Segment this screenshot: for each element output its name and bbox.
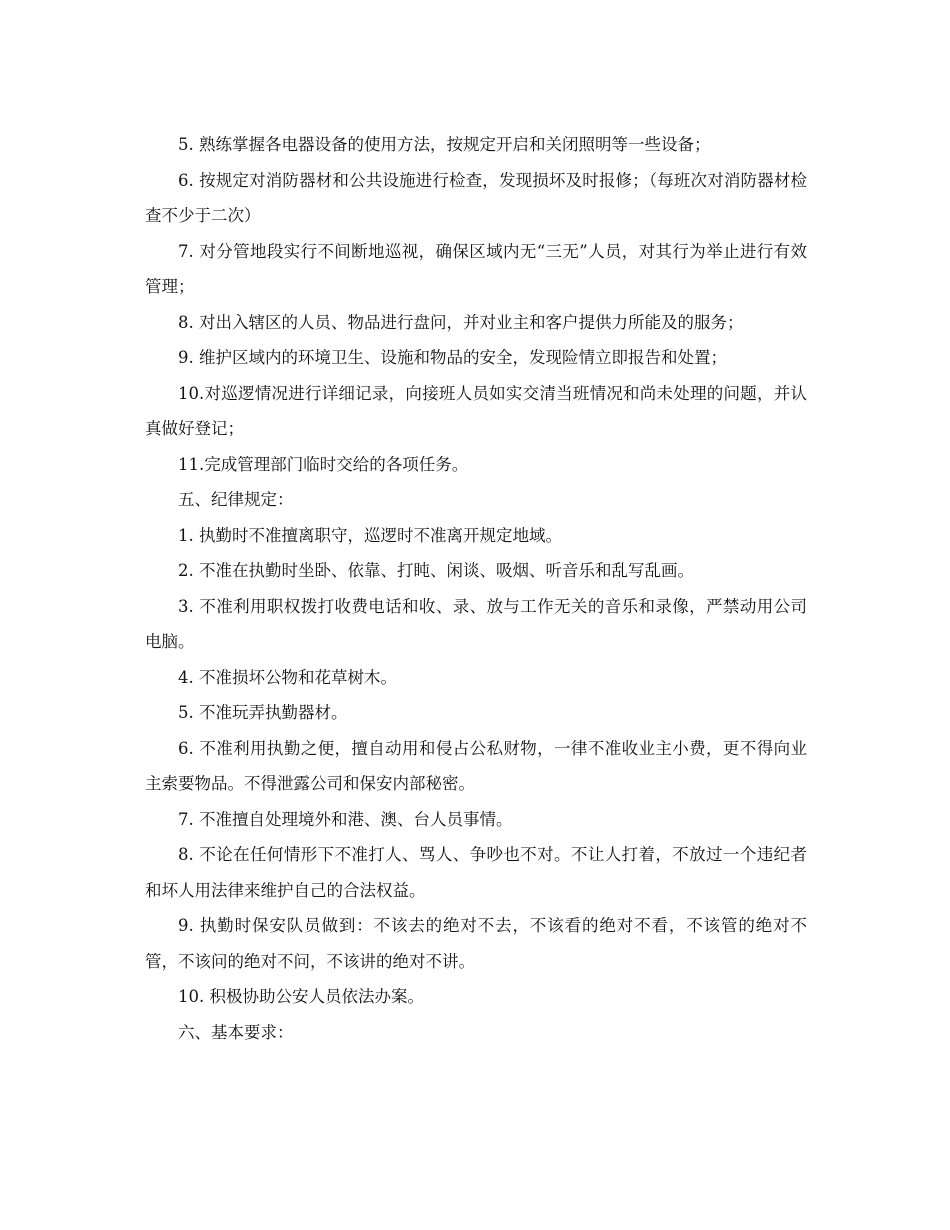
discipline-item-6: 6. 不准利用执勤之便，擅自动用和侵占公私财物，一律不准收业主小费，更不得向业主索要物品。不得泄露公司和保安内部秘密。 xyxy=(145,738,807,793)
discipline-item-2: 2. 不准在执勤时坐卧、依靠、打盹、闲谈、吸烟、听音乐和乱写乱画。 xyxy=(178,561,694,580)
paragraph-item-8-inquiry: 8. 对出入辖区的人员、物品进行盘问，并对业主和客户提供力所能及的服务； xyxy=(178,312,744,332)
paragraph-item-10-records: 10.对巡逻情况进行详细记录，向接班人员如实交清当班情况和尚未处理的问题，并认真做好登记； xyxy=(145,383,807,438)
discipline-item-7: 7. 不准擅自处理境外和港、澳、台人员事情。 xyxy=(178,809,513,829)
document-body xyxy=(145,127,807,1050)
discipline-item-5: 5. 不准玩弄执勤器材。 xyxy=(178,703,348,722)
paragraph-item-5-equipment: 5. 熟练掌握各电器设备的使用方法，按规定开启和关闭照明等一些设备； xyxy=(178,135,711,154)
discipline-item-8: 8. 不论在任何情形下不准打人、骂人、争吵也不对。不让人打着，不放过一个违纪者和坏人用法律来维护自己的合法权益。 xyxy=(145,845,807,900)
section-heading-discipline: 五、纪律规定： xyxy=(178,490,294,509)
paragraph-item-11-tasks: 11.完成管理部门临时交给的各项任务。 xyxy=(178,454,469,474)
paragraph-item-6-fire-inspection: 6. 按规定对消防器材和公共设施进行检查，发现损坏及时报修；（每班次对消防器材检查不少于二次） xyxy=(145,170,807,225)
discipline-item-1: 1. 执勤时不准擅离职守，巡逻时不准离开规定地域。 xyxy=(178,525,562,545)
section-heading-basic-requirements: 六、基本要求： xyxy=(178,1022,294,1042)
discipline-item-10: 10. 积极协助公安人员依法办案。 xyxy=(178,987,424,1006)
paragraph-item-9-safety: 9. 维护区域内的环境卫生、设施和物品的安全，发现险情立即报告和处置； xyxy=(178,348,727,367)
discipline-item-9: 9. 执勤时保安队员做到：不该去的绝对不去，不该看的绝对不看，不该管的绝对不管，不该问的绝对不问，不该讲的绝对不讲。 xyxy=(145,916,807,971)
discipline-item-4: 4. 不准损坏公物和花草树木。 xyxy=(178,667,397,687)
paragraph-item-7-patrol: 7. 对分管地段实行不间断地巡视，确保区域内无“三无”人员，对其行为举止进行有效管理； xyxy=(145,241,807,296)
discipline-item-3: 3. 不准利用职权拨打收费电话和收、录、放与工作无关的音乐和录像，严禁动用公司电脑。 xyxy=(145,596,807,651)
